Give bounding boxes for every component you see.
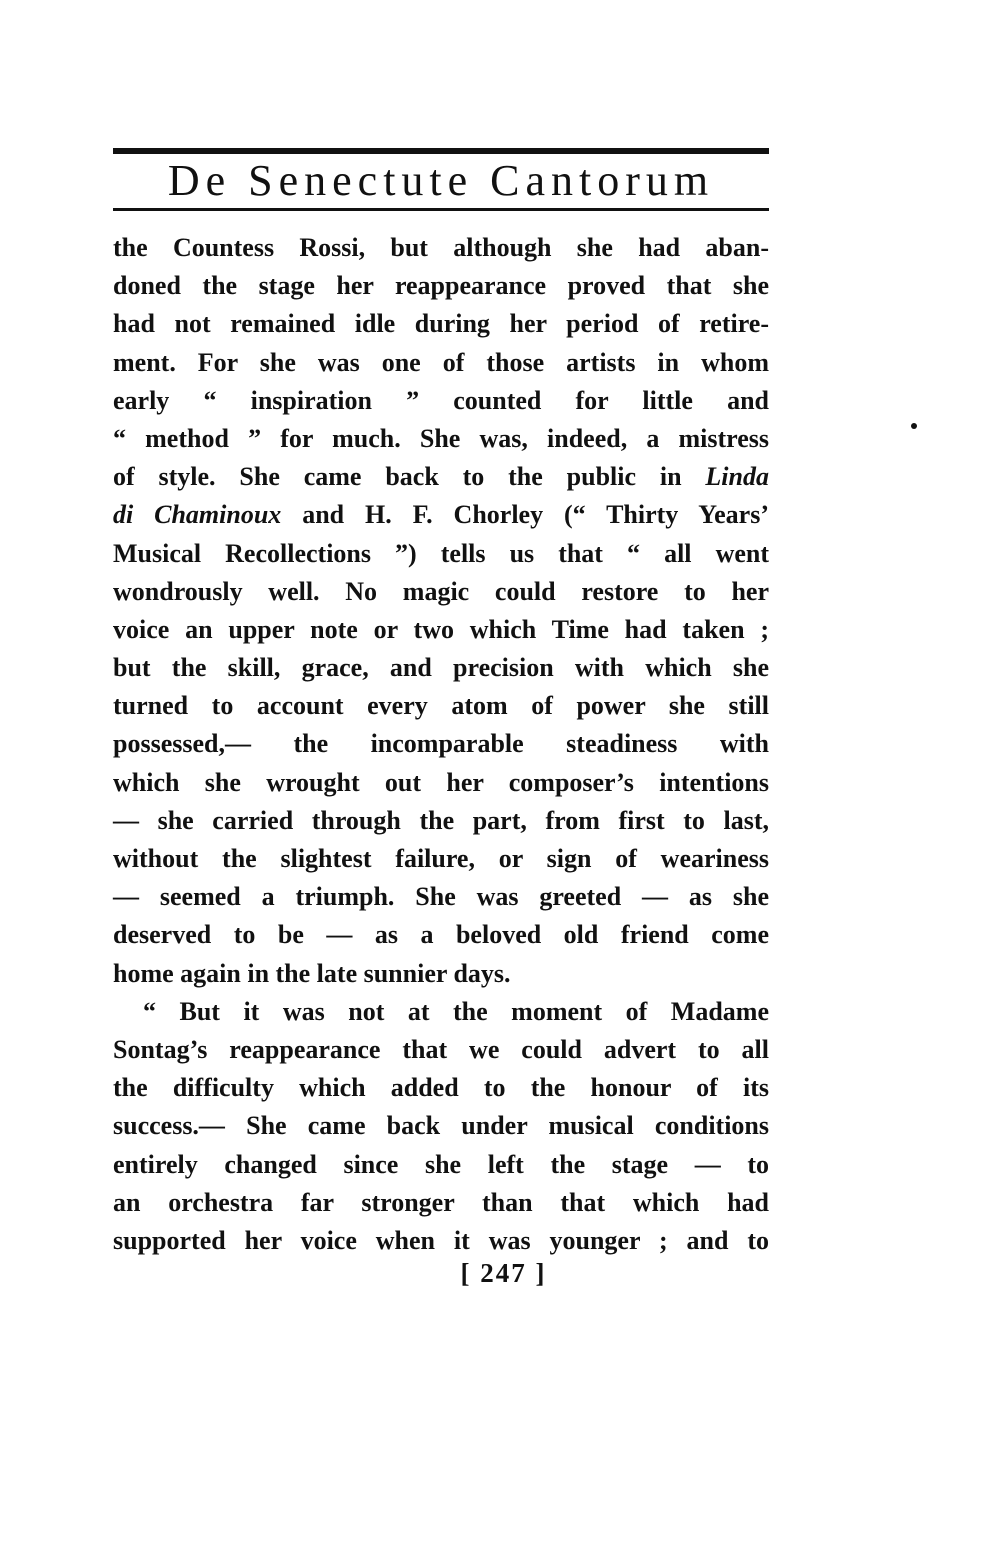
text-line: — she carried through the part, from first to last, <box>113 805 769 835</box>
text-line: success.— She came back under musical conditions <box>113 1111 769 1141</box>
text-line: “ method ” for much. She was, indeed, a mistress <box>113 423 769 453</box>
text-segment: of style. She came back to the public in <box>113 462 706 492</box>
text-line <box>113 496 769 534</box>
text-line: turned to account every atom of power she still <box>113 691 769 721</box>
ink-speck <box>911 423 917 429</box>
text-line <box>113 458 769 496</box>
text-line: without the slightest failure, or sign of weariness <box>113 844 769 873</box>
text-line: possessed,— the incomparable steadiness with <box>113 729 769 759</box>
text-line: early “ inspiration ” counted for little and <box>113 385 769 415</box>
text-line: the difficulty which added to the honour of its <box>113 1073 769 1103</box>
text-line: entirely changed since she left the stage — to <box>113 1149 769 1179</box>
text-line: Sontag’s reappearance that we could advert to all <box>113 1034 769 1064</box>
italic-title: di Chaminoux <box>113 500 282 530</box>
text-line: wondrously well. No magic could restore to her <box>113 576 769 606</box>
text-line: supported her voice when it was younger ; and to <box>113 1225 769 1255</box>
text-line-paragraph-start: “ But it was not at the moment of Madame <box>143 996 769 1026</box>
header-rule-bottom <box>113 208 769 211</box>
header-rule-top <box>113 148 769 154</box>
text-line: deserved to be — as a beloved old friend come <box>113 920 769 950</box>
text-segment: and H. F. Chorley (“ Thirty Years’ <box>281 500 769 530</box>
text-line: Musical Recollections ”) tells us that “ all went <box>113 538 769 568</box>
text-line: had not remained idle during her period of retire- <box>113 309 769 339</box>
text-line: an orchestra far stronger than that which had <box>113 1187 769 1217</box>
text-line: which she wrought out her composer’s intentions <box>113 767 769 797</box>
text-line: doned the stage her reappearance proved that she <box>113 271 769 301</box>
text-line: voice an upper note or two which Time had taken ; <box>113 614 769 644</box>
text-line-paragraph-end: home again in the late sunnier days. <box>113 958 511 988</box>
page-number: [ 247 ] <box>460 1258 547 1288</box>
text-line: — seemed a triumph. She was greeted — as she <box>113 882 769 912</box>
text-line: ment. For she was one of those artists in whom <box>113 347 769 377</box>
text-line: but the skill, grace, and precision with which she <box>113 653 769 683</box>
italic-title: Linda <box>705 462 769 492</box>
body-text <box>113 229 769 1260</box>
running-head: De Senectute Cantorum <box>167 156 715 205</box>
text-line: the Countess Rossi, but although she had aban- <box>113 233 769 262</box>
